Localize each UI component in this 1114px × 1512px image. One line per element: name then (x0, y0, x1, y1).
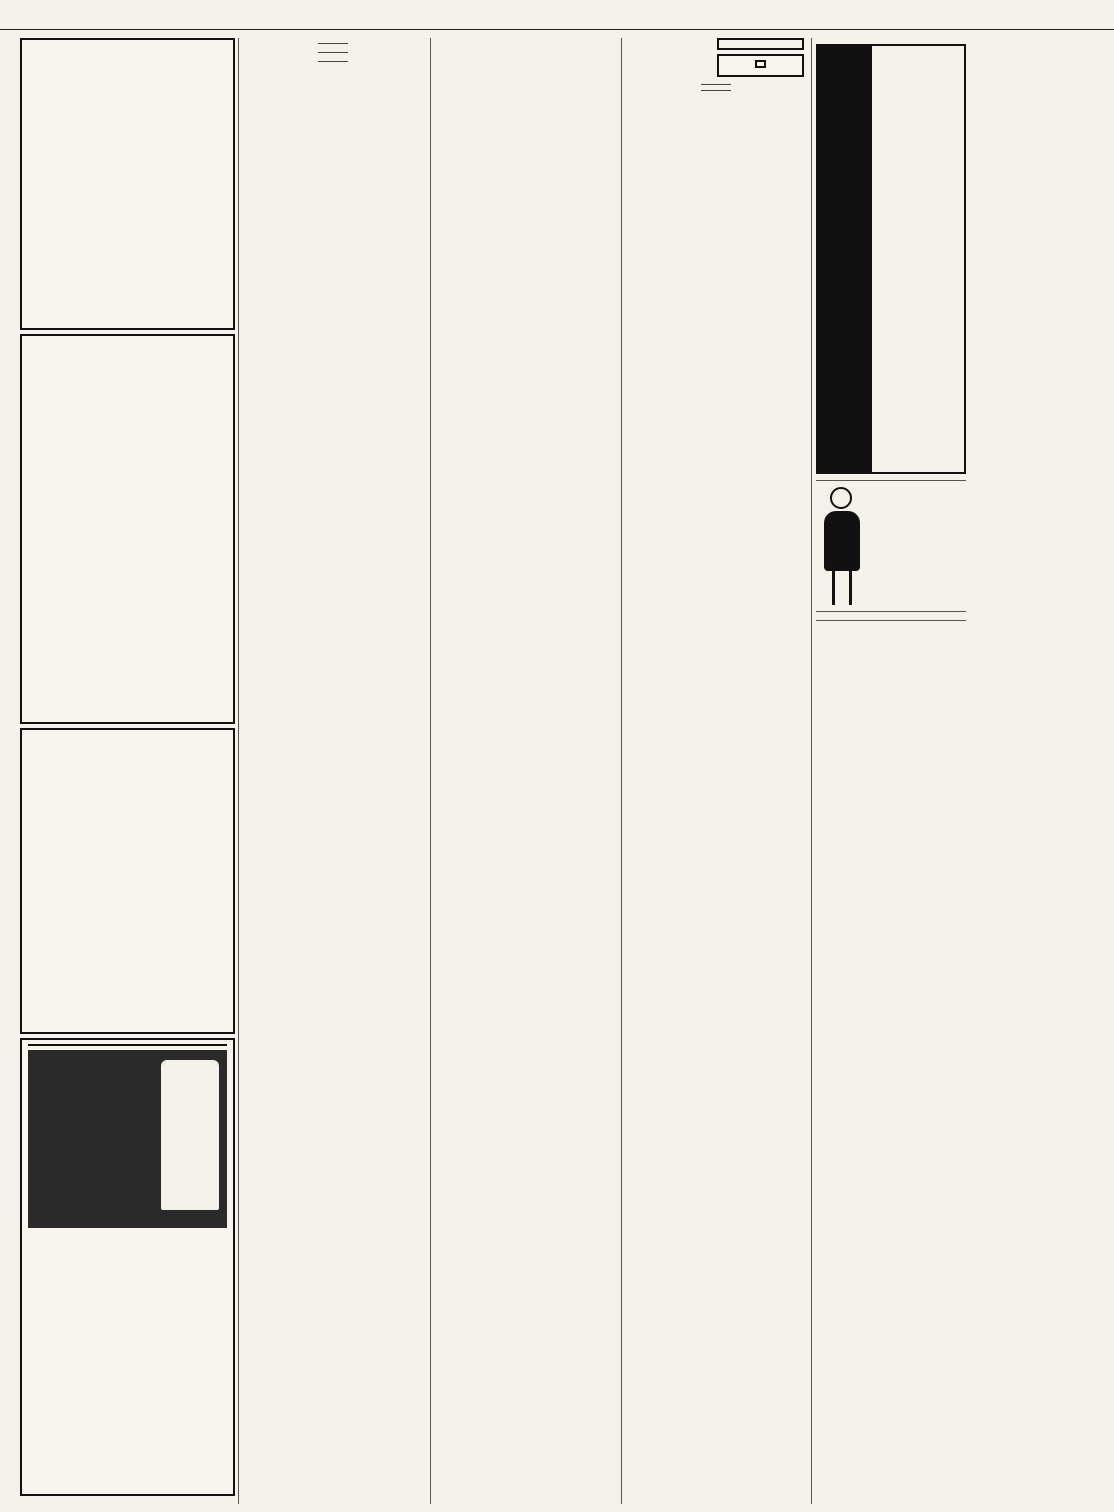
alfa-laval-ad (20, 728, 235, 1034)
osmond-logo (28, 1044, 227, 1046)
osmond-codlivine-ad (20, 1038, 235, 1496)
masthead (0, 0, 1114, 30)
calf-illustration (28, 1050, 227, 1228)
boyd-shorthand-ad (717, 54, 805, 77)
divider (318, 61, 348, 62)
column-amusements (238, 38, 426, 1504)
divider (701, 90, 731, 91)
column-university-villa (621, 38, 809, 1504)
boyd-advance (755, 60, 767, 68)
column-workshops-of-war (430, 38, 618, 1504)
divider (701, 84, 731, 85)
column-notices (811, 38, 970, 1504)
column-ads-left (20, 38, 235, 1504)
divider (318, 43, 348, 44)
divider (318, 52, 348, 53)
produce-ad (20, 334, 235, 724)
goitre-ad (717, 38, 805, 50)
ambury-bros-ad (20, 38, 235, 330)
codlivine-bottle (161, 1060, 219, 1210)
